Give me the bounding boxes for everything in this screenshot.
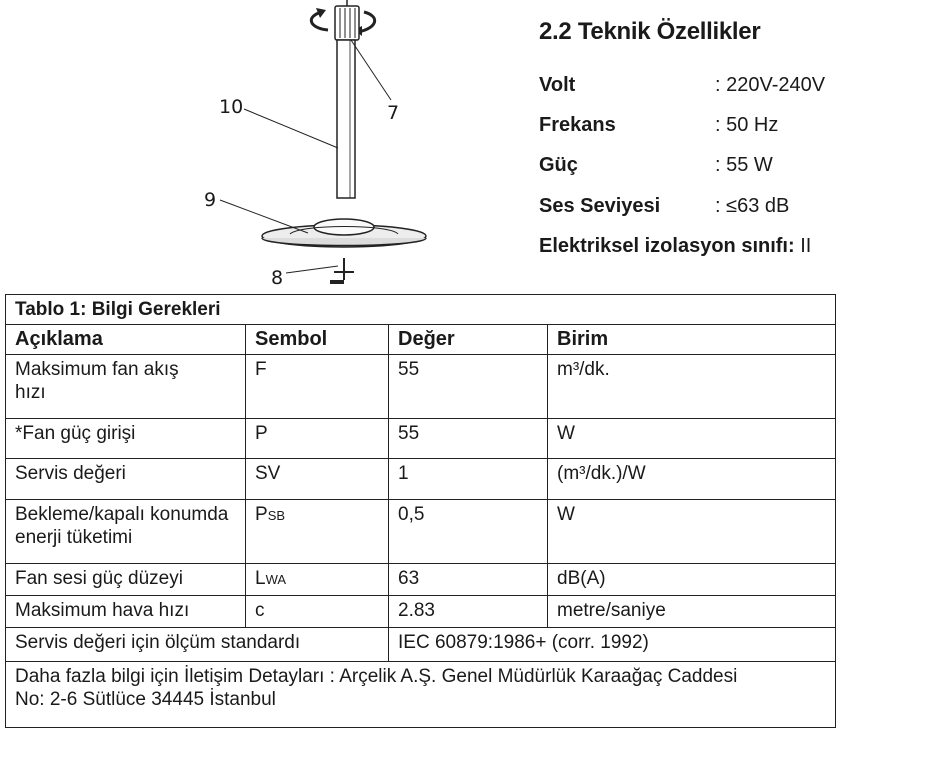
row-description: Bekleme/kapalı konumda enerji tüketimi — [6, 500, 246, 564]
callout-9: 9 — [204, 189, 217, 211]
callout-10: 10 — [219, 96, 244, 118]
spec-row-frequency — [539, 114, 778, 137]
spec-row-insulation — [539, 235, 811, 258]
row-description: Servis değeri — [6, 459, 246, 500]
table-row — [6, 419, 836, 459]
contact-details — [6, 662, 836, 728]
row-symbol: c — [246, 596, 389, 628]
row-unit: W — [548, 419, 836, 459]
table-title: Tablo 1: Bilgi Gerekleri — [6, 295, 836, 325]
pole-tube — [337, 40, 355, 198]
contact-line: No: 2-6 Sütlüce 34445 İstanbul — [15, 689, 276, 710]
row-unit: (m³/dk.)/W — [548, 459, 836, 500]
row-unit: dB(A) — [548, 564, 836, 596]
row-symbol: PSB — [246, 500, 389, 564]
specs-title: 2.2 Teknik Özellikler — [539, 18, 761, 45]
row-description: Maksimum fan akış hızı — [6, 355, 246, 419]
table-row — [6, 459, 836, 500]
table-row — [6, 355, 836, 419]
table-title-row — [6, 295, 836, 325]
contact-row — [6, 662, 836, 728]
table-header-row — [6, 325, 836, 355]
row-unit: W — [548, 500, 836, 564]
contact-line: Daha fazla bilgi için İletişim Detayları : Arçelik A.Ş. Genel Müdürlük Karaağaç Caddesi — [15, 666, 738, 687]
table-row — [6, 596, 836, 628]
row-description: Fan sesi güç düzeyi — [6, 564, 246, 596]
spec-label: Ses Seviyesi — [539, 195, 661, 217]
spec-value: : 50 Hz — [715, 114, 779, 136]
column-header-value: Değer — [389, 325, 548, 355]
callout-7: 7 — [387, 102, 400, 124]
standard-label: Servis değeri için ölçüm standardı — [6, 628, 389, 662]
row-unit: m³/dk. — [548, 355, 836, 419]
row-symbol: F — [246, 355, 389, 419]
column-header-description: Açıklama — [6, 325, 246, 355]
row-symbol: LWA — [246, 564, 389, 596]
row-unit: metre/saniye — [548, 596, 836, 628]
information-requirements-table — [5, 294, 836, 728]
technical-specifications — [539, 18, 939, 257]
row-value: 55 — [389, 355, 548, 419]
spec-row-volt — [539, 74, 825, 97]
insulation-label: Elektriksel izolasyon sınıfı: — [539, 235, 795, 257]
row-value: 55 — [389, 419, 548, 459]
fan-stand-diagram — [0, 0, 520, 292]
standard-row — [6, 628, 836, 662]
row-description: Maksimum hava hızı — [6, 596, 246, 628]
spec-row-power — [539, 154, 773, 177]
spec-value: : 55 W — [715, 154, 773, 176]
callout-8: 8 — [271, 267, 284, 289]
spec-value: : 220V-240V — [715, 74, 826, 96]
insulation-value: II — [800, 235, 812, 257]
spec-row-noise-level — [539, 195, 789, 218]
column-header-unit: Birim — [548, 325, 836, 355]
table-row — [6, 500, 836, 564]
table-row — [6, 564, 836, 596]
row-value: 1 — [389, 459, 548, 500]
spec-label: Volt — [539, 74, 576, 96]
row-symbol: P — [246, 419, 389, 459]
row-value: 2.83 — [389, 596, 548, 628]
spec-label: Frekans — [539, 114, 616, 136]
spec-value: : ≤63 dB — [715, 195, 790, 217]
spec-label: Güç — [539, 154, 578, 176]
row-value: 63 — [389, 564, 548, 596]
standard-value: IEC 60879:1986+ (corr. 1992) — [389, 628, 836, 662]
row-symbol: SV — [246, 459, 389, 500]
row-value: 0,5 — [389, 500, 548, 564]
row-description: *Fan güç girişi — [6, 419, 246, 459]
column-header-symbol: Sembol — [246, 325, 389, 355]
